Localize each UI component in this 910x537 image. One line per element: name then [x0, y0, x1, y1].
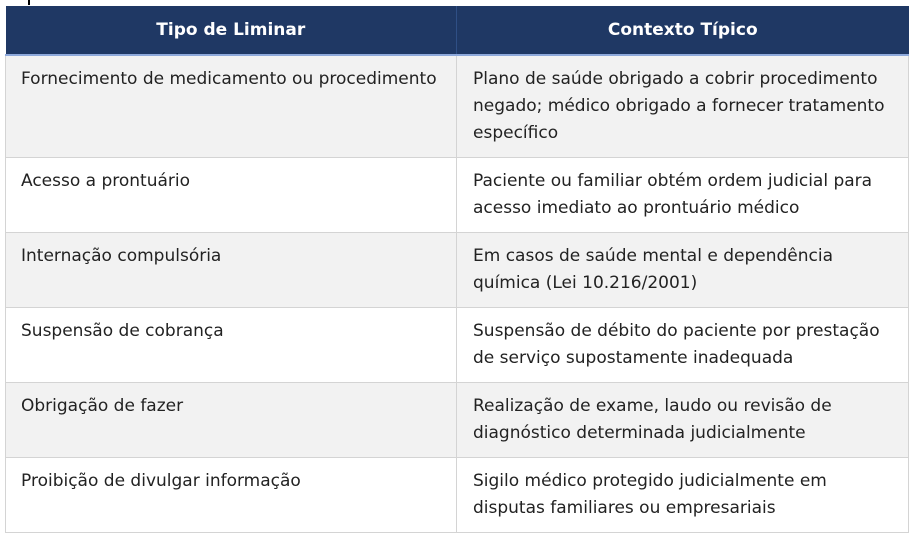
table-row [6, 158, 909, 233]
table-row [6, 55, 909, 158]
table-header-row [6, 6, 909, 55]
header-tipo-de-liminar: Tipo de Liminar [6, 6, 457, 55]
cell-tipo: Internação compulsória [6, 233, 457, 308]
liminar-table-container [5, 6, 908, 533]
cell-tipo: Proibição de divulgar informação [6, 458, 457, 533]
cell-contexto: Realização de exame, laudo ou revisão de diagnóstico determinada judicialmente [457, 383, 909, 458]
table-row [6, 383, 909, 458]
cell-contexto: Em casos de saúde mental e dependência química (Lei 10.216/2001) [457, 233, 909, 308]
header-contexto-tipico: Contexto Típico [457, 6, 909, 55]
cell-contexto: Paciente ou familiar obtém ordem judicial para acesso imediato ao prontuário médico [457, 158, 909, 233]
cell-tipo: Obrigação de fazer [6, 383, 457, 458]
table-row [6, 308, 909, 383]
text-cursor-mark [28, 0, 30, 5]
cell-contexto: Sigilo médico protegido judicialmente em disputas familiares ou empresariais [457, 458, 909, 533]
cell-contexto: Suspensão de débito do paciente por prestação de serviço supostamente inadequada [457, 308, 909, 383]
cell-tipo: Acesso a prontuário [6, 158, 457, 233]
cell-contexto: Plano de saúde obrigado a cobrir procedimento negado; médico obrigado a fornecer tratamento específico [457, 55, 909, 158]
table-row [6, 233, 909, 308]
table-row [6, 458, 909, 533]
liminar-table [5, 6, 909, 533]
cell-tipo: Fornecimento de medicamento ou procedimento [6, 55, 457, 158]
cell-tipo: Suspensão de cobrança [6, 308, 457, 383]
